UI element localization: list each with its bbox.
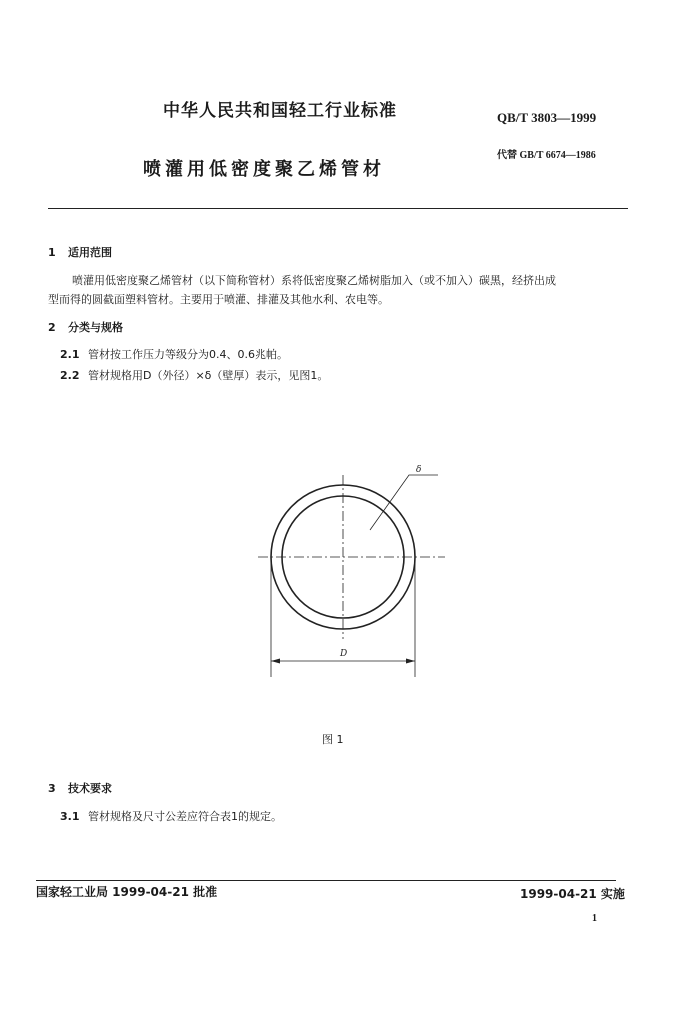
section-1-paragraph-line-2: 型而得的圆截面塑料管材。主要用于喷灌、排灌及其他水利、农电等。 bbox=[48, 293, 389, 306]
dimension-arrow-left bbox=[271, 659, 280, 664]
approval-note: 国家轻工业局 1999-04-21 批准 bbox=[36, 885, 218, 899]
section-2-number: 2 bbox=[48, 321, 56, 334]
header-divider bbox=[48, 208, 628, 209]
label-delta: δ bbox=[416, 465, 422, 475]
section-3-title: 技术要求 bbox=[68, 782, 112, 795]
footer-divider bbox=[36, 880, 616, 881]
replaces-standard-note: 代替 GB/T 6674—1986 bbox=[497, 150, 596, 161]
figure-caption: 图 1 bbox=[322, 733, 344, 746]
clause-2-1 bbox=[60, 346, 288, 362]
section-1-heading bbox=[48, 244, 112, 260]
pipe-cross-section-figure bbox=[250, 455, 450, 680]
page-number: 1 bbox=[592, 913, 597, 924]
clause-3-1-text: 管材规格及尺寸公差应符合表1的规定。 bbox=[88, 810, 282, 823]
section-3-number: 3 bbox=[48, 782, 56, 795]
section-3-heading bbox=[48, 780, 112, 796]
implementation-date: 1999-04-21 实施 bbox=[520, 887, 625, 901]
dimension-arrow-right bbox=[406, 659, 415, 664]
label-d: D bbox=[340, 649, 348, 659]
section-1-number: 1 bbox=[48, 246, 56, 259]
industry-standard-title: 中华人民共和国轻工行业标准 bbox=[163, 101, 397, 121]
clause-3-1-number: 3.1 bbox=[60, 810, 80, 823]
section-1-title: 适用范围 bbox=[68, 246, 112, 259]
standard-number: QB/T 3803—1999 bbox=[497, 110, 597, 125]
clause-2-1-text: 管材按工作压力等级分为0.4、0.6兆帕。 bbox=[88, 348, 288, 361]
clause-2-1-number: 2.1 bbox=[60, 348, 80, 361]
clause-2-2-text: 管材规格用D（外径）×δ（壁厚）表示，见图1。 bbox=[88, 369, 329, 382]
clause-2-2 bbox=[60, 367, 328, 383]
section-1-paragraph-line-1: 喷灌用低密度聚乙烯管材（以下简称管材）系将低密度聚乙烯树脂加入（或不加入）碳黑，经挤出成 bbox=[72, 274, 556, 287]
clause-2-2-number: 2.2 bbox=[60, 369, 80, 382]
section-2-heading bbox=[48, 319, 123, 335]
section-2-title: 分类与规格 bbox=[68, 321, 123, 334]
leader-line-delta bbox=[370, 475, 438, 530]
document-title: 喷灌用低密度聚乙烯管材 bbox=[143, 159, 385, 180]
clause-3-1 bbox=[60, 808, 282, 824]
